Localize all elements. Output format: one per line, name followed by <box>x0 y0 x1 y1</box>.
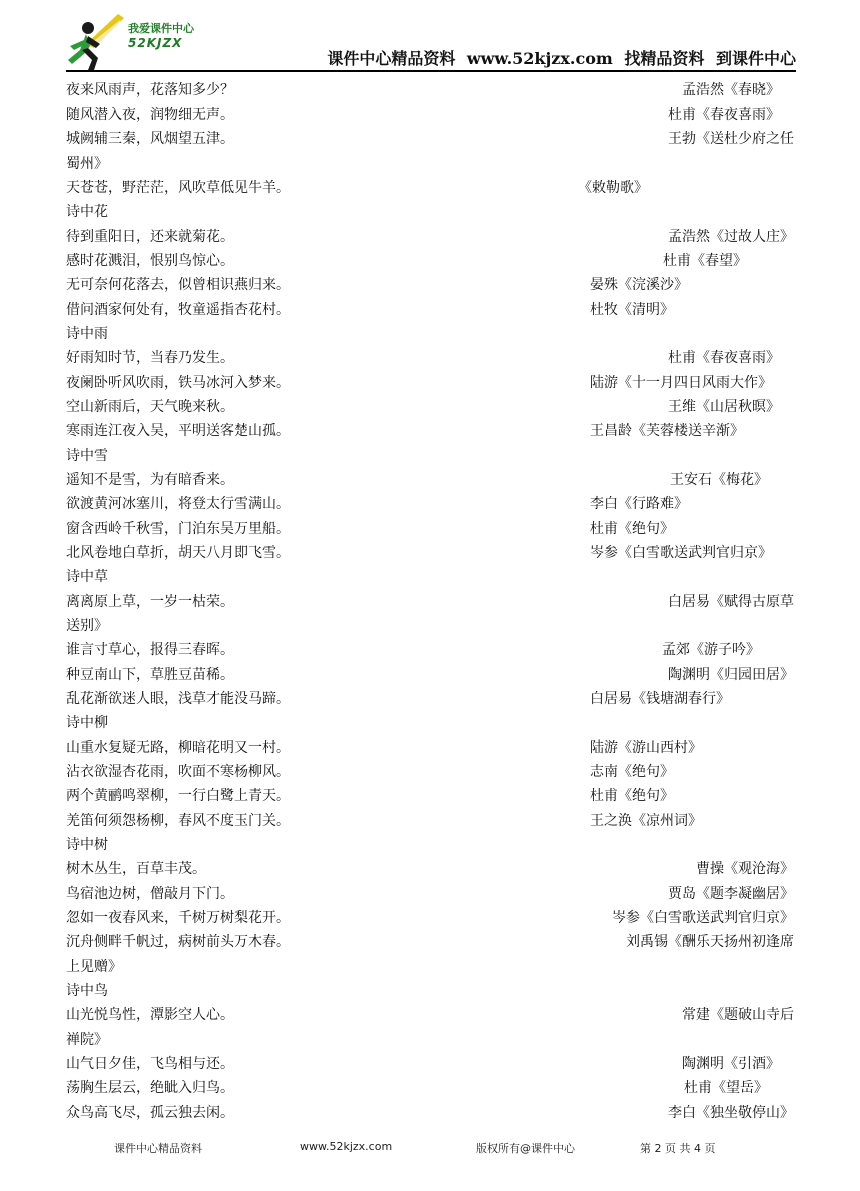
verse-line: 种豆南山下，草胜豆苗稀。 <box>66 667 234 683</box>
verse-source: 刘禹锡《酬乐天扬州初逢席 <box>626 934 794 950</box>
verse-source: 王之涣《凉州词》 <box>590 813 702 829</box>
verse-line: 寒雨连江夜入吴，平明送客楚山孤。 <box>66 423 290 439</box>
verse-source: 孟郊《游子吟》 <box>662 642 760 658</box>
logo-chinese-text: 我爱课件中心 <box>128 22 194 35</box>
section-heading: 诗中柳 <box>66 715 108 731</box>
verse-source: 李白《行路难》 <box>590 496 688 512</box>
verse-source: 王昌龄《芙蓉楼送辛渐》 <box>590 423 744 439</box>
running-figure-icon <box>66 14 128 72</box>
verse-source: 杜牧《清明》 <box>590 302 674 318</box>
verse-source: 曹操《观沧海》 <box>696 861 794 877</box>
verse-line: 窗含西岭千秋雪，门泊东吴万里船。 <box>66 521 290 537</box>
verse-line: 送别》 <box>66 618 108 634</box>
header-slogan: 课件中心精品资料 www.52kjzx.com 找精品资料 到课件中心 <box>327 49 796 68</box>
verse-line: 城阙辅三秦，风烟望五津。 <box>66 131 234 147</box>
verse-line: 天苍苍，野茫茫，风吹草低见牛羊。 <box>66 180 290 196</box>
verse-source: 晏殊《浣溪沙》 <box>590 277 688 293</box>
verse-line: 众鸟高飞尽，孤云独去闲。 <box>66 1105 234 1121</box>
section-heading: 诗中花 <box>66 204 108 220</box>
verse-source: 陆游《游山西村》 <box>590 740 702 756</box>
verse-line: 忽如一夜春风来，千树万树梨花开。 <box>66 910 290 926</box>
verse-line: 鸟宿池边树，僧敲月下门。 <box>66 886 234 902</box>
verse-line: 山重水复疑无路，柳暗花明又一村。 <box>66 740 290 756</box>
verse-source: 杜甫《春夜喜雨》 <box>668 107 780 123</box>
verse-line: 山光悦鸟性，潭影空人心。 <box>66 1007 234 1023</box>
verse-source: 白居易《钱塘湖春行》 <box>590 691 730 707</box>
verse-line: 北风卷地白草折，胡天八月即飞雪。 <box>66 545 290 561</box>
verse-line: 夜来风雨声，花落知多少？ <box>66 82 234 98</box>
verse-source: 杜甫《春望》 <box>663 253 747 269</box>
verse-line: 待到重阳日，还来就菊花。 <box>66 229 234 245</box>
verse-line: 离离原上草，一岁一枯荣。 <box>66 594 234 610</box>
verse-line: 借问酒家何处有，牧童遥指杏花村。 <box>66 302 290 318</box>
verse-source: 杜甫《望岳》 <box>684 1080 768 1096</box>
logo-english-text: 52KJZX <box>128 36 183 50</box>
page-header <box>66 14 796 72</box>
section-heading: 诗中草 <box>66 569 108 585</box>
verse-source: 杜甫《春夜喜雨》 <box>668 350 780 366</box>
verse-line: 山气日夕佳，飞鸟相与还。 <box>66 1056 234 1072</box>
verse-source: 李白《独坐敬停山》 <box>668 1105 794 1121</box>
verse-line: 遥知不是雪，为有暗香来。 <box>66 472 234 488</box>
verse-line: 无可奈何花落去，似曾相识燕归来。 <box>66 277 290 293</box>
verse-source: 孟浩然《春晓》 <box>682 82 780 98</box>
verse-line: 蜀州》 <box>66 156 108 172</box>
footer-site: www.52kjzx.com <box>300 1140 393 1153</box>
verse-source: 王勃《送杜少府之任 <box>668 131 794 147</box>
verse-line: 羌笛何须怨杨柳，春风不度玉门关。 <box>66 813 290 829</box>
verse-source: 常建《题破山寺后 <box>682 1007 794 1023</box>
verse-source: 贾岛《题李凝幽居》 <box>668 886 794 902</box>
verse-source: 杜甫《绝句》 <box>590 521 674 537</box>
verse-source: 志南《绝句》 <box>590 764 674 780</box>
verse-source: 陆游《十一月四日风雨大作》 <box>590 375 772 391</box>
footer-page-number: 第 2 页 共 4 页 <box>640 1142 716 1155</box>
verse-line: 谁言寸草心，报得三春晖。 <box>66 642 234 658</box>
section-heading: 诗中雪 <box>66 448 108 464</box>
section-heading: 诗中树 <box>66 837 108 853</box>
verse-line: 禅院》 <box>66 1032 108 1048</box>
verse-line: 欲渡黄河冰塞川，将登太行雪满山。 <box>66 496 290 512</box>
verse-source: 白居易《赋得古原草 <box>668 594 794 610</box>
verse-line: 乱花渐欲迷人眼，浅草才能没马蹄。 <box>66 691 290 707</box>
footer-copyright: 版权所有@课件中心 <box>476 1142 575 1155</box>
verse-source: 陶渊明《归园田居》 <box>668 667 794 683</box>
verse-line: 好雨知时节，当春乃发生。 <box>66 350 234 366</box>
verse-line: 感时花溅泪，恨别鸟惊心。 <box>66 253 234 269</box>
verse-line: 上见赠》 <box>66 959 122 975</box>
section-heading: 诗中鸟 <box>66 983 108 999</box>
verse-source: 岑参《白雪歌送武判官归京》 <box>590 545 772 561</box>
verse-source: 陶渊明《引酒》 <box>682 1056 780 1072</box>
verse-source: 《敕勒歌》 <box>578 180 648 196</box>
verse-source: 孟浩然《过故人庄》 <box>668 229 794 245</box>
verse-source: 杜甫《绝句》 <box>590 788 674 804</box>
section-heading: 诗中雨 <box>66 326 108 342</box>
verse-line: 沾衣欲湿杏花雨，吹面不寒杨柳风。 <box>66 764 290 780</box>
verse-line: 空山新雨后，天气晚来秋。 <box>66 399 234 415</box>
verse-line: 夜阑卧听风吹雨，铁马冰河入梦来。 <box>66 375 290 391</box>
verse-line: 沉舟侧畔千帆过，病树前头万木春。 <box>66 934 290 950</box>
verse-line: 荡胸生层云，绝眦入归鸟。 <box>66 1080 234 1096</box>
verse-line: 树木丛生，百草丰茂。 <box>66 861 206 877</box>
verse-source: 岑参《白雪歌送武判官归京》 <box>612 910 794 926</box>
header-divider <box>66 70 796 72</box>
verse-source: 王安石《梅花》 <box>670 472 768 488</box>
verse-line: 随风潜入夜，润物细无声。 <box>66 107 234 123</box>
footer-title: 课件中心精品资料 <box>114 1142 202 1155</box>
verse-source: 王维《山居秋暝》 <box>668 399 780 415</box>
site-logo <box>66 14 216 72</box>
verse-line: 两个黄鹂鸣翠柳，一行白鹭上青天。 <box>66 788 290 804</box>
